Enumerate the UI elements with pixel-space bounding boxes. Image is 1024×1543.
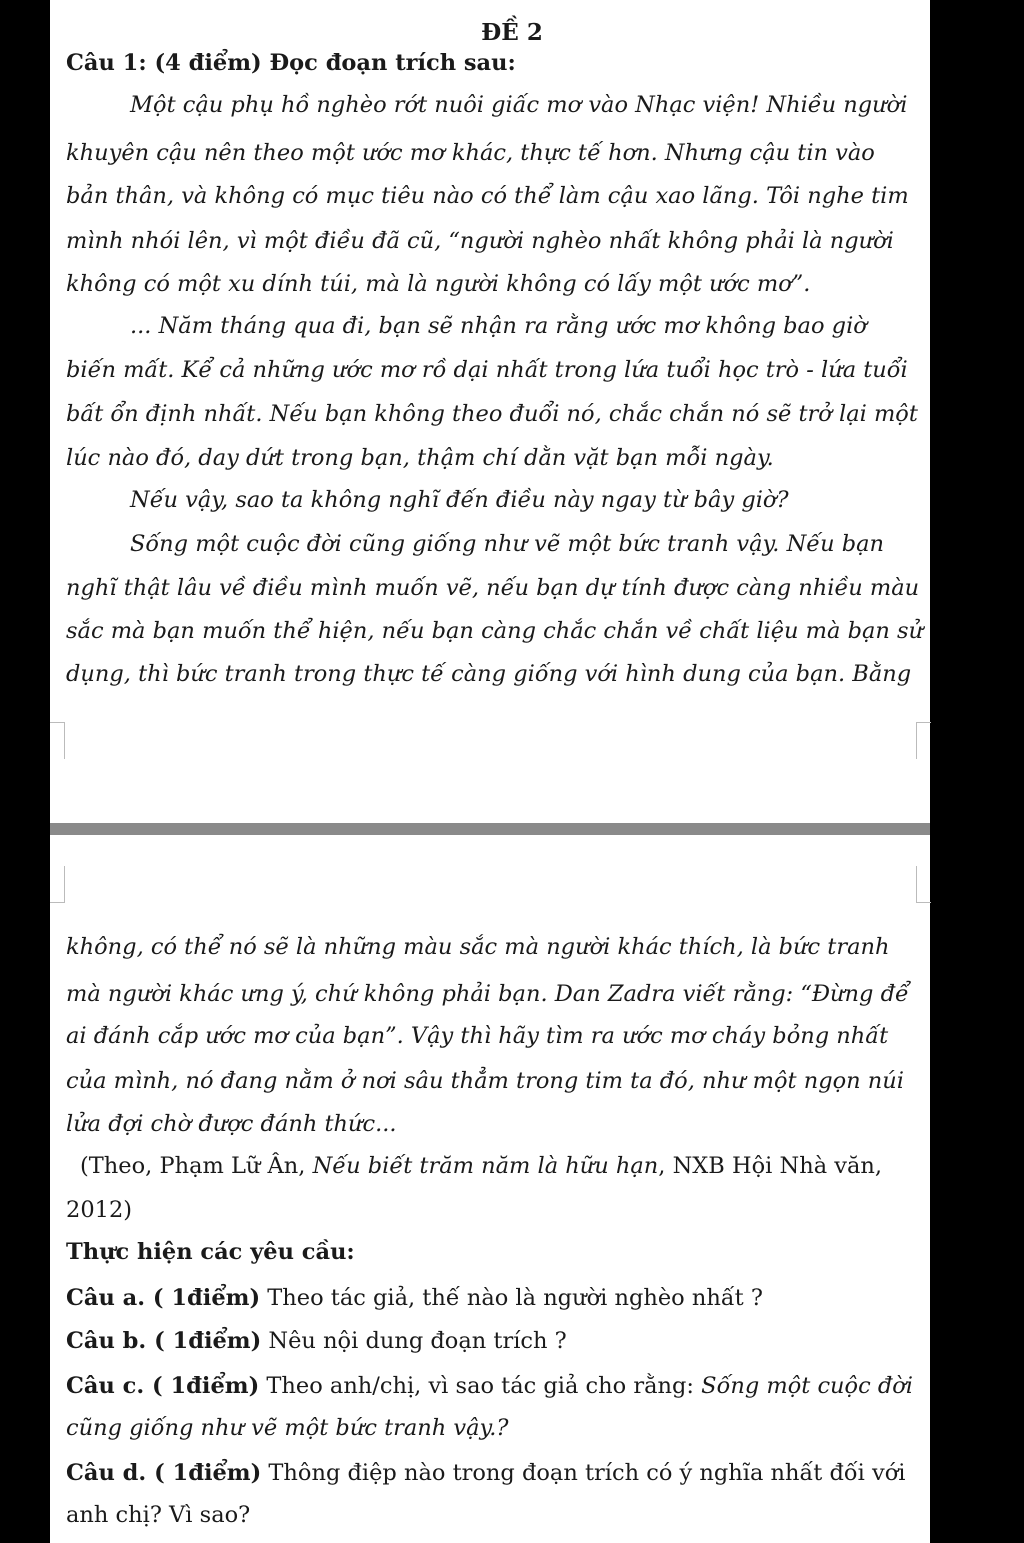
page-corner-mark bbox=[50, 866, 65, 903]
page-corner-mark bbox=[916, 722, 931, 759]
passage-line: biến mất. Kể cả những ước mơ rồ dại nhất trong lứa tuổi học trò - lứa tuổi bbox=[66, 357, 908, 383]
question-d-continuation: anh chị? Vì sao? bbox=[66, 1502, 251, 1528]
question-label: Câu a. ( 1điểm) bbox=[66, 1285, 261, 1311]
question-text: Theo anh/chị, vì sao tác giả cho rằng: bbox=[259, 1373, 702, 1399]
question-label: Câu c. ( 1điểm) bbox=[66, 1373, 260, 1399]
passage-line: ai đánh cắp ước mơ của bạn”. Vậy thì hãy tìm ra ước mơ cháy bỏng nhất bbox=[66, 1023, 889, 1049]
passage-line: Một cậu phụ hồ nghèo rớt nuôi giấc mơ vào Nhạc viện! Nhiều người bbox=[130, 92, 908, 118]
page-corner-mark bbox=[916, 866, 931, 903]
passage-line: dụng, thì bức tranh trong thực tế càng giống với hình dung của bạn. Bằng bbox=[66, 661, 912, 687]
passage-line: sắc mà bạn muốn thể hiện, nếu bạn càng chắc chắn về chất liệu mà bạn sử bbox=[66, 618, 924, 644]
question-text: Theo tác giả, thế nào là người nghèo nhất ? bbox=[260, 1285, 763, 1311]
passage-line: nghĩ thật lâu về điều mình muốn vẽ, nếu bạn dự tính được càng nhiều màu bbox=[66, 575, 920, 601]
passage-line: bản thân, và không có mục tiêu nào có thể làm cậu xao lãng. Tôi nghe tim bbox=[66, 183, 909, 209]
requirements-label: Thực hiện các yêu cầu: bbox=[66, 1239, 355, 1265]
passage-line: không, có thể nó sẽ là những màu sắc mà người khác thích, là bức tranh bbox=[66, 934, 890, 960]
exam-heading: ĐỀ 2 bbox=[481, 19, 543, 46]
question-a bbox=[66, 1283, 763, 1313]
question-b bbox=[66, 1326, 567, 1356]
passage-line: ... Năm tháng qua đi, bạn sẽ nhận ra rằng ước mơ không bao giờ bbox=[130, 313, 867, 339]
question-italic-text: Sống một cuộc đời bbox=[701, 1373, 913, 1399]
passage-line: bất ổn định nhất. Nếu bạn không theo đuổi nó, chắc chắn nó sẽ trở lại một bbox=[66, 401, 918, 427]
passage-line: lửa đợi chờ được đánh thức... bbox=[66, 1111, 397, 1137]
source-citation bbox=[80, 1151, 882, 1181]
passage-line: khuyên cậu nên theo một ước mơ khác, thực tế hơn. Nhưng cậu tin vào bbox=[66, 140, 875, 166]
source-prefix: (Theo, Phạm Lữ Ân, bbox=[80, 1153, 313, 1179]
passage-line: của mình, nó đang nằm ở nơi sâu thẳm trong tim ta đó, như một ngọn núi bbox=[66, 1068, 904, 1094]
source-year: 2012) bbox=[66, 1197, 133, 1223]
source-suffix: , NXB Hội Nhà văn, bbox=[658, 1153, 883, 1179]
question-label: Câu d. ( 1điểm) bbox=[66, 1460, 262, 1486]
passage-line: mà người khác ưng ý, chứ không phải bạn. Dan Zadra viết rằng: “Đừng để bbox=[66, 981, 909, 1007]
passage-line: không có một xu dính túi, mà là người không có lấy một ước mơ”. bbox=[66, 271, 811, 297]
passage-line: lúc nào đó, day dứt trong bạn, thậm chí dằn vặt bạn mỗi ngày. bbox=[66, 445, 774, 471]
passage-line: Sống một cuộc đời cũng giống như vẽ một bức tranh vậy. Nếu bạn bbox=[130, 531, 885, 557]
passage-line: Nếu vậy, sao ta không nghĩ đến điều này ngay từ bây giờ? bbox=[130, 487, 789, 513]
source-title: Nếu biết trăm năm là hữu hạn bbox=[312, 1153, 659, 1179]
passage-line: mình nhói lên, vì một điều đã cũ, “người nghèo nhất không phải là người bbox=[66, 228, 894, 254]
question1-label: Câu 1: (4 điểm) Đọc đoạn trích sau: bbox=[66, 50, 516, 76]
question-text: Thông điệp nào trong đoạn trích có ý nghĩa nhất đối với bbox=[261, 1460, 906, 1486]
question-c bbox=[66, 1371, 913, 1401]
question-d bbox=[66, 1458, 905, 1488]
question-text: Nêu nội dung đoạn trích ? bbox=[261, 1328, 567, 1354]
page-separator bbox=[50, 823, 930, 835]
question-c-continuation: cũng giống như vẽ một bức tranh vậy.? bbox=[66, 1415, 509, 1441]
question-label: Câu b. ( 1điểm) bbox=[66, 1328, 262, 1354]
page-corner-mark bbox=[50, 722, 65, 759]
